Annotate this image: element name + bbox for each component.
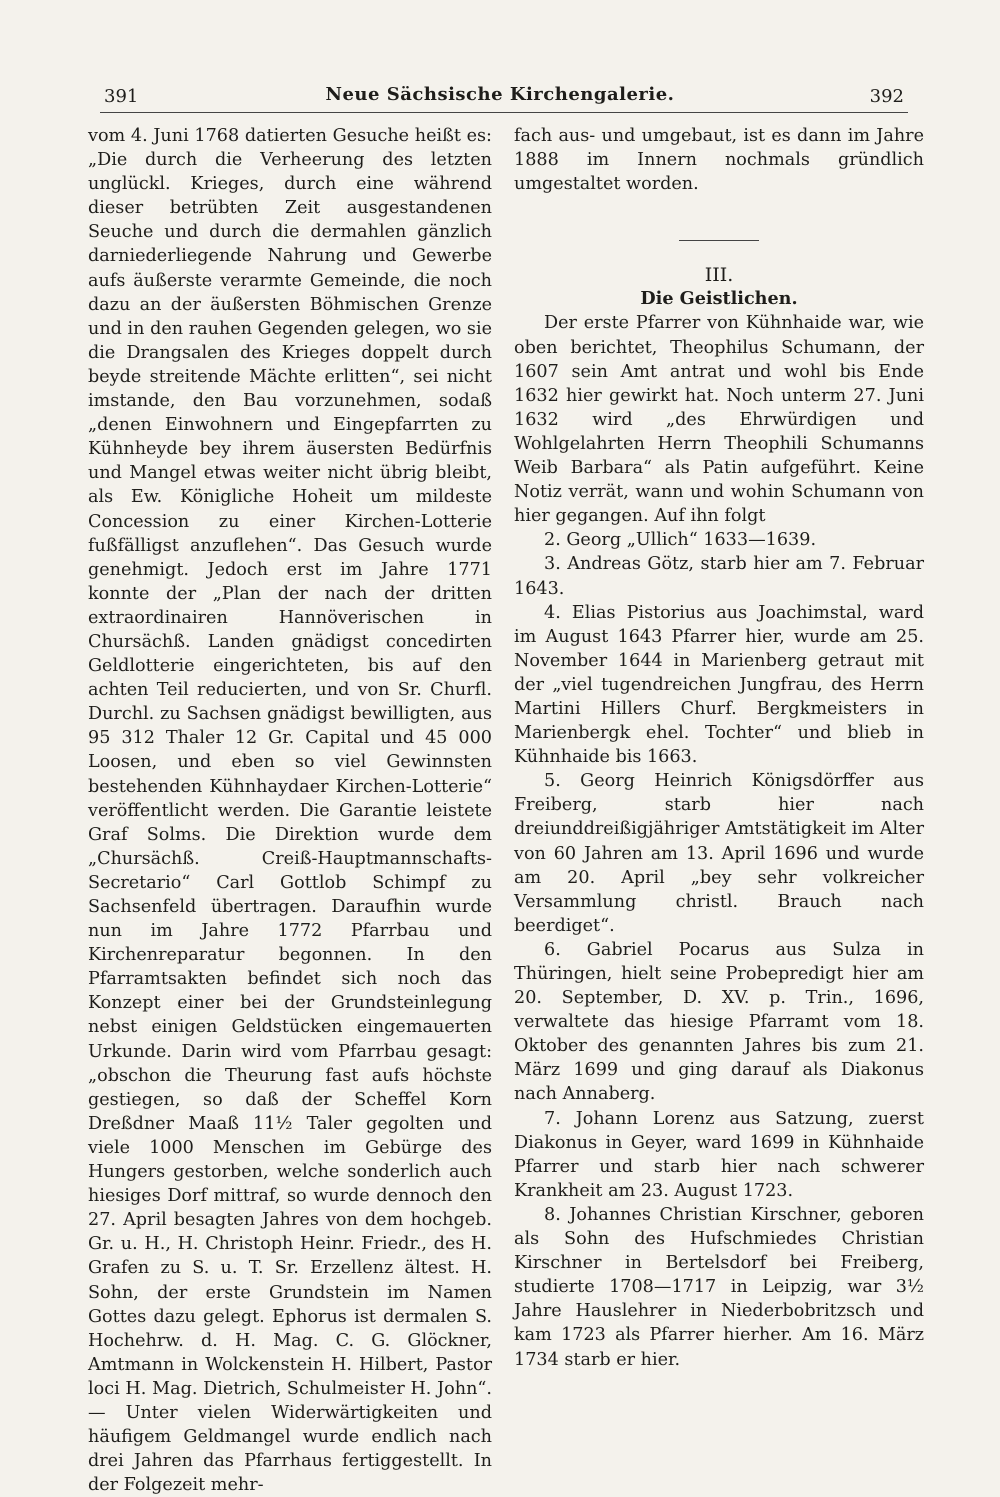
list-item-pastor: 6. Gabriel Pocarus aus Sulza in Thüringen, hielt seine Probepredigt hier am 20. September, D. XV. p. Trin., 1696, verwaltete das hiesige Pfarramt vom 18. Oktober des genannten Jahres bis zum 21. März 1699 und ging darauf als Diakonus nach Annaberg.: [514, 939, 924, 1105]
page-number-right: 392: [869, 86, 904, 107]
section-number: III.: [704, 264, 734, 287]
list-item-pastor: 7. Johann Lorenz aus Satzung, zuerst Diakonus in Geyer, ward 1699 in Kühnhaide Pfarrer und starb hier nach schwerer Krankheit am 23. August 1723.: [514, 1108, 924, 1201]
running-title: Neue Sächsische Kirchengalerie.: [325, 84, 675, 105]
right-intro-paragraph: fach aus- und umgebaut, ist es dann im Jahre 1888 im Innern nochmals gründlich umgestaltet worden.: [514, 126, 924, 195]
header-rule: [100, 112, 908, 113]
left-column: [88, 124, 492, 1497]
list-item-pastor: 8. Johannes Christian Kirschner, geboren als Sohn des Hufschmiedes Christian Kirschner in Bertelsdorf bei Freiberg, studierte 1708—1717 in Leipzig, war 3½ Jahre Hauslehrer in Niederbobritzsch und kam 1723 als Pfarrer hierher. Am 16. März 1734 starb er hier.: [514, 1204, 924, 1370]
left-paragraph: vom 4. Juni 1768 datierten Gesuche heißt es: „Die durch die Verheerung des letzten unglückl. Krieges, durch eine während dieser betrübten Zeit ausgestandenen Seuche und durch die dermahlen gänzlich darniederliegende Nahrung und Gewerbe aufs äußerste verarmte Gemeinde, die noch dazu an der äußersten Böhmischen Grenze und in den rauhen Gegenden gelegen, wo sie die Drangsalen des Krieges doppelt durch beyde streitende Mächte erlitten“, sei nicht imstande, den Bau vorzunehmen, sodaß „denen Einwohnern und Eingepfarrten zu Kühnheyde bey ihrem äusersten Bedürfnis und Mangel etwas weiter nicht übrig bleibt, als Ew. Königliche Hoheit um mildeste Concession zu einer Kirchen-Lotterie fußfälligst anzuflehen“. Das Gesuch wurde genehmigt. Jedoch erst im Jahre 1771 konnte der „Plan der nach der dritten extraordinairen Hannöverischen in Chursächß. Landen gnädigst concedirten Geldlotterie eingerichteten, bis auf den achten Teil reducierten, und von Sr. Churfl. Durchl. zu Sachsen gnädigst bewilligten, aus 95 312 Thaler 12 Gr. Capital und 45 000 Loosen, und eben so viel Gewinnsten bestehenden Kühnhaydaer Kirchen-Lotterie“ veröffentlicht werden. Die Garantie leistete Graf Solms. Die Direktion wurde dem „Chursächß. Creiß-Hauptmannschafts-Secretario“ Carl Gottlob Schimpf zu Sachsenfeld übertragen. Daraufhin wurde nun im Jahre 1772 Pfarrbau und Kirchenreparatur begonnen. In den Pfarramtsakten befindet sich noch das Konzept einer bei der Grundsteinlegung nebst einigen Geldstücken eingemauerten Urkunde. Darin wird vom Pfarrbau gesagt: „obschon die Theurung fast aufs höchste gestiegen, so daß der Scheffel Korn Dreßdner Maaß 11½ Taler gegolten und viele 1000 Menschen im Gebürge des Hungers gestorben, welche sonderlich auch hiesiges Dorf mittraf, so wurde dennoch den 27. April besagten Jahres von dem hochgeb. Gr. u. H., H. Christoph Heinr. Friedr., des H. Grafen zu S. u. T. Sr. Erzellenz ältest. H. Sohn, der erste Grundstein im Namen Gottes dazu gelegt. Ephorus ist dermalen S. Hochehrw. d. H. Mag. C. G. Glöckner, Amtmann in Wolckenstein H. Hilbert, Pastor loci H. Mag. Dietrich, Schulmeister H. John“. — Unter vielen Widerwärtigkeiten und häufigem Geldmangel wurde endlich nach drei Jahren das Pfarrhaus fertiggestellt. In der Folgezeit mehr-: [88, 126, 492, 1496]
list-item-pastor: 3. Andreas Götz, starb hier am 7. Februar 1643.: [514, 554, 924, 599]
list-item-pastor: 4. Elias Pistorius aus Joachimstal, ward im August 1643 Pfarrer hier, wurde am 25. November 1644 in Marienberg getraut mit der „viel tugendreichen Jungfrau, des Herrn Martini Hillers Churf. Bergkmeisters in Marienbergk ehel. Tochter“ und blieb in Kühnhaide bis 1663.: [514, 602, 924, 768]
paragraph-first-pastor: Der erste Pfarrer von Kühnhaide war, wie oben berichtet, Theophilus Schumann, der 1607 sein Amt antrat und wohl bis Ende 1632 hier gewirkt hat. Noch unterm 27. Juni 1632 wird „des Ehrwürdigen und Wohlgelahrten Herrn Theophili Schumanns Weib Barbara“ als Patin aufgeführt. Keine Notiz verrät, wann und wohin Schumann von hier gegangen. Auf ihn folgt: [514, 313, 924, 527]
right-column: [514, 124, 924, 1372]
section-divider: [679, 240, 759, 241]
section-title: Die Geistlichen.: [640, 288, 798, 310]
list-item-pastor: 5. Georg Heinrich Königsdörffer aus Freiberg, starb hier nach dreiunddreißigjähriger Amtstätigkeit im Alter von 60 Jahren am 13. April 1696 und wurde am 20. April „bey sehr volkreicher Versammlung christl. Brauch nach beerdiget“.: [514, 771, 924, 936]
list-item-pastor: 2. Georg „Ullich“ 1633—1639.: [544, 530, 817, 551]
page-number-left: 391: [104, 86, 139, 107]
